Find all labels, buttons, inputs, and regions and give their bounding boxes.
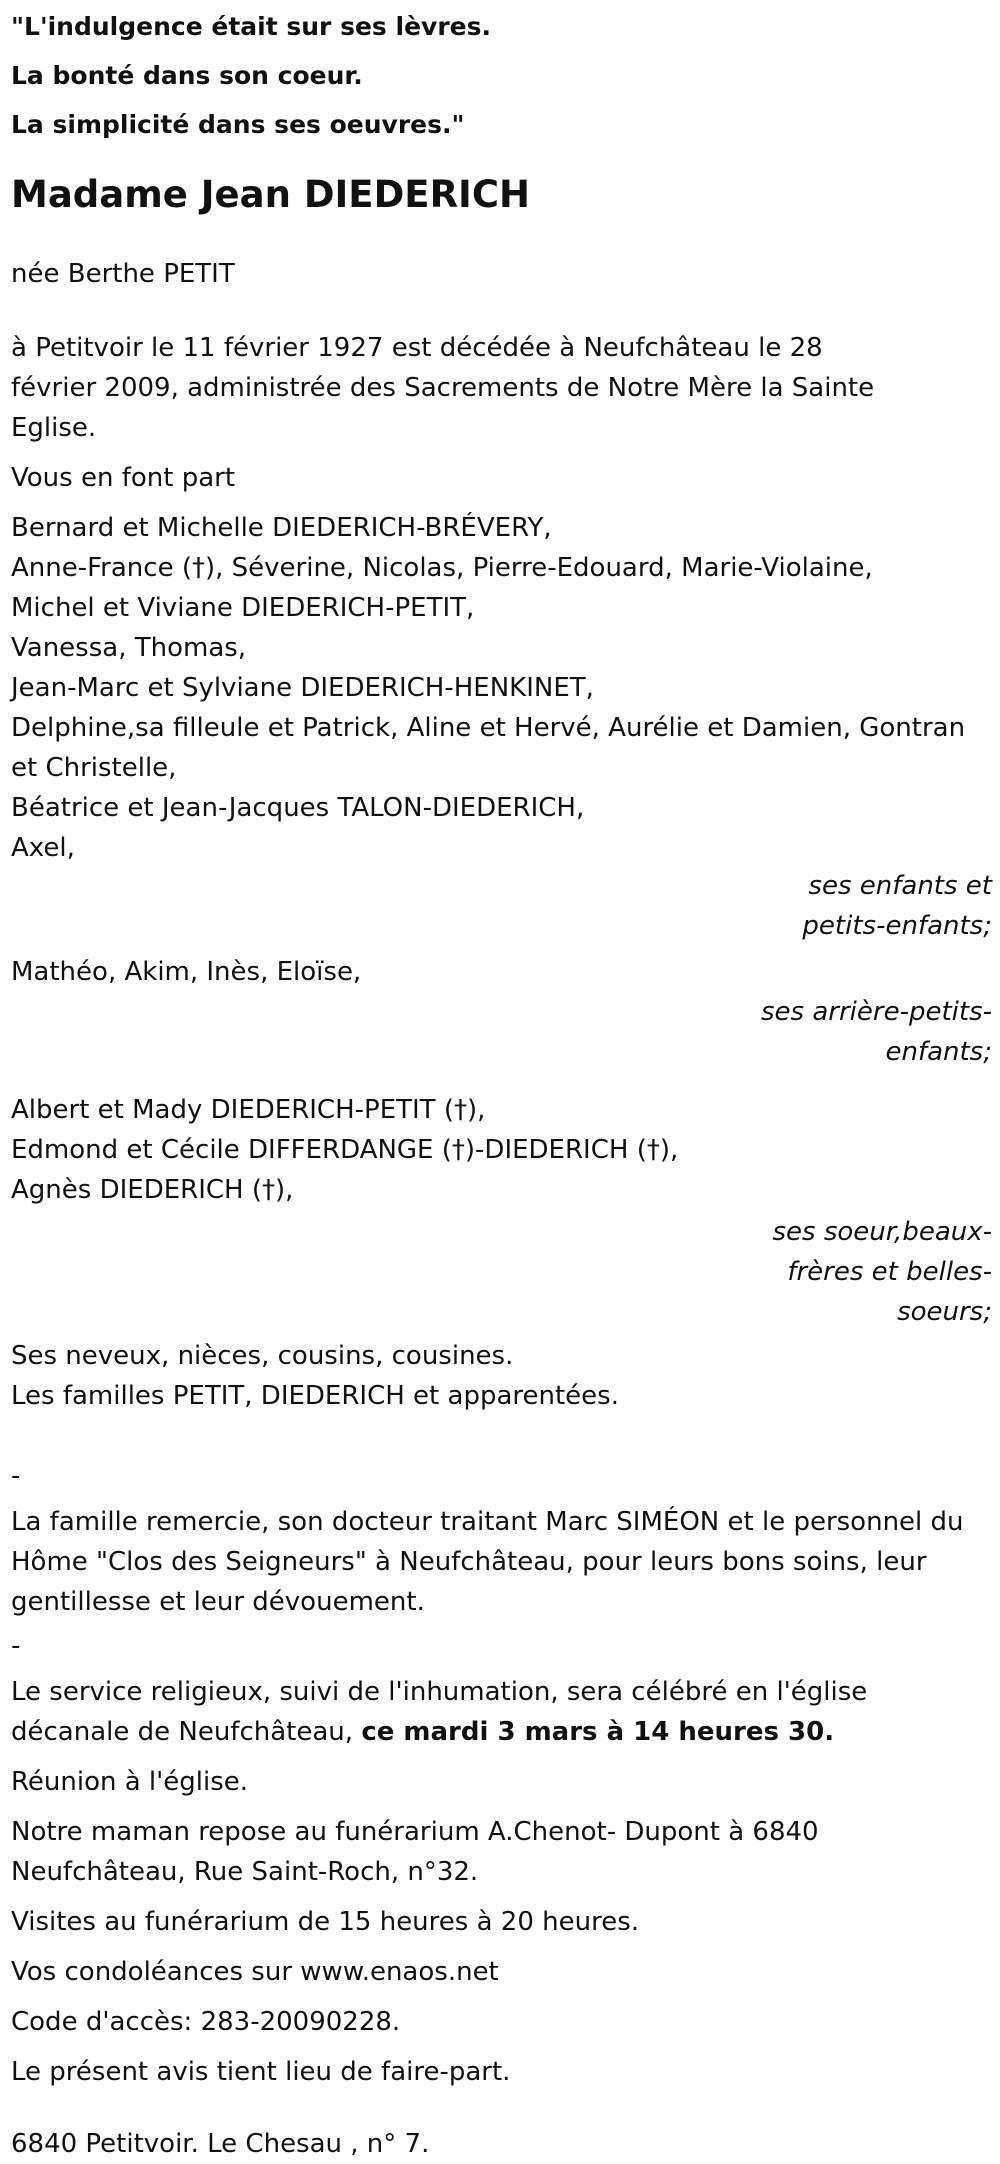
service-text xyxy=(11,1672,911,1752)
notice-text: Le présent avis tient lieu de faire-part. xyxy=(11,2057,511,2087)
visits-text: Visites au funérarium de 15 heures à 20 heures. xyxy=(11,1907,640,1937)
family-line: Delphine,sa filleule et Patrick, Aline et Hervé, Aurélie et Damien, Gontran et Christelle, xyxy=(11,713,966,783)
obituary-page xyxy=(0,2,1000,2159)
announce-text: Vous en font part xyxy=(11,463,236,493)
children-role xyxy=(0,866,992,946)
meeting-text: Réunion à l'église. xyxy=(11,1767,249,1797)
family-line: Axel, xyxy=(11,833,75,863)
maiden-name: née Berthe PETIT xyxy=(11,259,235,289)
separator-2: - xyxy=(11,1631,21,1661)
family-line: Edmond et Cécile DIFFERDANGE (†)-DIEDERICH (†), xyxy=(11,1135,679,1165)
family-line: Anne-France (†), Séverine, Nicolas, Pierre-Edouard, Marie-Violaine, xyxy=(11,553,873,583)
great-grandchildren: Mathéo, Akim, Inès, Eloïse, xyxy=(11,957,362,987)
separator-1: - xyxy=(11,1461,21,1491)
deceased-name: Madame Jean DIEDERICH xyxy=(11,173,530,216)
siblings-role xyxy=(0,1212,992,1332)
children-list xyxy=(11,508,1000,868)
children-role-text: ses enfants et petits-enfants; xyxy=(802,871,992,941)
family-line: Jean-Marc et Sylviane DIEDERICH-HENKINET, xyxy=(11,673,594,703)
family-line: Michel et Viviane DIEDERICH-PETIT, xyxy=(11,593,475,623)
quote-line-2: La bonté dans son coeur. xyxy=(11,61,363,90)
access-code-text: Code d'accès: 283-20090228. xyxy=(11,2007,401,2037)
family-line: Agnès DIEDERICH (†), xyxy=(11,1175,294,1205)
family-line: Albert et Mady DIEDERICH-PETIT (†), xyxy=(11,1095,486,1125)
great-grandchildren-role-text: ses arrière-petits-enfants; xyxy=(761,997,992,1067)
address-text: 6840 Petitvoir. Le Chesau , n° 7. xyxy=(11,2129,430,2159)
family-line: Béatrice et Jean-Jacques TALON-DIEDERICH, xyxy=(11,793,585,823)
family-line: Vanessa, Thomas, xyxy=(11,633,247,663)
epitaph-quote xyxy=(11,2,1000,149)
family-line: Bernard et Michelle DIEDERICH-BRÉVERY, xyxy=(11,513,552,543)
quote-line-1: "L'indulgence était sur ses lèvres. xyxy=(11,12,491,41)
relatives-line-1: Ses neveux, nièces, cousins, cousines. xyxy=(11,1341,514,1371)
funerarium-text: Notre maman repose au funérarium A.Chenot- Dupont à 6840 Neufchâteau, Rue Saint-Roch, n°32. xyxy=(11,1817,819,1887)
thanks-text: La famille remercie, son docteur traitant Marc SIMÉON et le personnel du Hôme "Clos des Seigneurs" à Neufchâteau, pour leurs bons soins, leur gentillesse et leur dévouement. xyxy=(11,1507,964,1617)
great-grandchildren-role xyxy=(0,992,992,1072)
service-date-time: ce mardi 3 mars à 14 heures 30. xyxy=(361,1717,835,1747)
siblings-list xyxy=(11,1090,1000,1210)
relatives-line-2: Les familles PETIT, DIEDERICH et apparentées. xyxy=(11,1381,619,1411)
condolences-text: Vos condoléances sur www.enaos.net xyxy=(11,1957,499,1987)
siblings-role-text: ses soeur,beaux-frères et belles-soeurs; xyxy=(772,1217,992,1327)
quote-line-3: La simplicité dans ses oeuvres." xyxy=(11,110,465,139)
birth-death-text: à Petitvoir le 11 février 1927 est décédée à Neufchâteau le 28 février 2009, administrée des Sacrements de Notre Mère la Sainte Eglise. xyxy=(11,333,875,443)
service-text-plain: Le service religieux, suivi de l'inhumation, sera célébré en l'église décanale de Neufchâteau, xyxy=(11,1677,868,1747)
